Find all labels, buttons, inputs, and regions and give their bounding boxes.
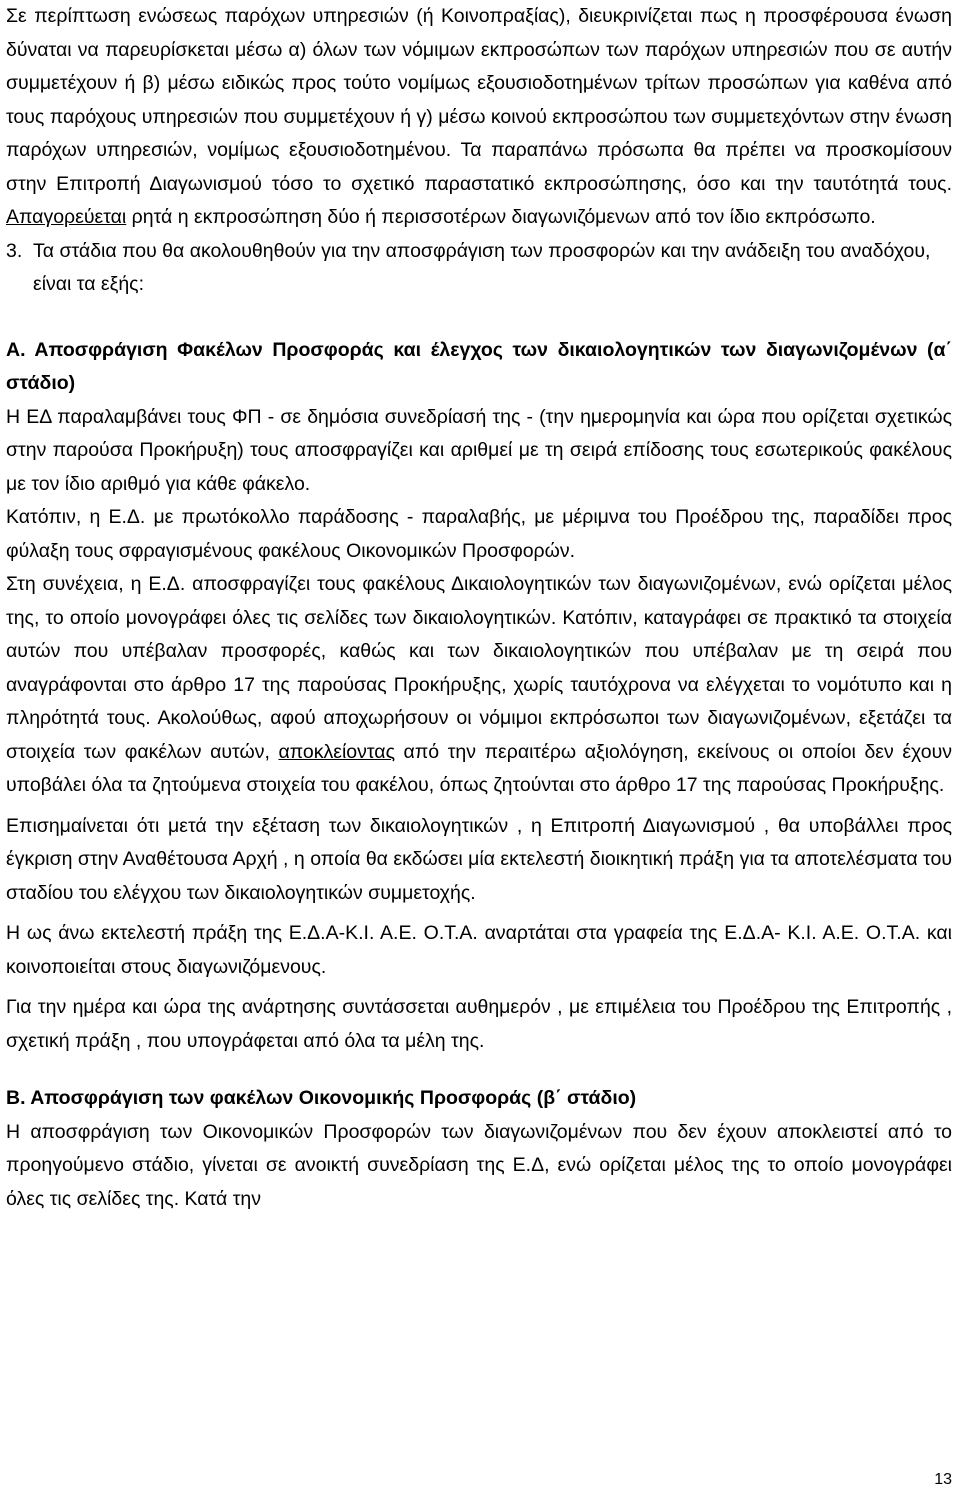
section-a-paragraph-3 (6, 568, 952, 803)
section-a-paragraph-6: Για την ημέρα και ώρα της ανάρτησης συντάσσεται αυθημερόν , με επιμέλεια του Προέδρου της Επιτροπής , σχετική πράξη , που υπογράφεται από όλα τα μέλη της. (6, 996, 952, 1052)
page-number: 13 (934, 1471, 952, 1488)
section-a-paragraph-5: Η ως άνω εκτελεστή πράξη της Ε.Δ.Α-Κ.Ι. Α.Ε. Ο.Τ.Α. αναρτάται στα γραφεία της Ε.Δ.Α- Κ.Ι. Α.Ε. Ο.Τ.Α. και κοινοποιείται στους διαγωνιζόμενους. (6, 922, 952, 978)
section-a-paragraph-4: Επισημαίνεται ότι μετά την εξέταση των δικαιολογητικών , η Επιτροπή Διαγωνισμού , θα υποβάλλει προς έγκριση στην Αναθέτουσα Αρχή , η οποία θα εκδώσει μία εκτελεστή διοικητική πράξη για τα αποτελέσματα του σταδίου του ελέγχου των δικαιολογητικών συμμετοχής. (6, 814, 952, 904)
continuation-text-end: ρητά η εκπροσώπηση δύο ή περισσοτέρων διαγωνιζόμενων από τον ίδιο εκπρόσωπο. (126, 206, 876, 228)
section-a-heading: Α. Αποσφράγιση Φακέλων Προσφοράς και έλεγχος των δικαιολογητικών των διαγωνιζομένων (α΄ στάδιο) (6, 338, 952, 394)
underlined-excluding: αποκλείοντας (278, 740, 395, 763)
section-b-paragraph-1: Η αποσφράγιση των Οικονομικών Προσφορών των διαγωνιζομένων που δεν έχουν αποκλειστεί από το προηγούμενο στάδιο, γίνεται σε ανοικτή συνεδρίαση της Ε.Δ, ενώ ορίζεται μέλος της το οποίο μονογράφει όλες τις σελίδες της. Κατά την (6, 1120, 952, 1210)
section-a-paragraph-1: Η ΕΔ παραλαμβάνει τους ΦΠ - σε δημόσια συνεδρίασή της - (την ημερομηνία και ώρα που ορίζεται σχετικώς στην παρούσα Προκήρυξη) τους αποσφραγίζει και αριθμεί με τη σειρά επίδοσης τους εσωτερικούς φακέλους με τον ίδιο αριθμό για κάθε φάκελο. (6, 405, 952, 495)
list-item-3 (6, 235, 952, 302)
paragraph-3-text-end: από την περαιτέρω αξιολόγηση, εκείνους οι οποίοι δεν έχουν υποβάλει όλα τα ζητούμενα στοιχεία του φακέλου, όπως ζητούνται στο άρθρο 17 της παρούσας Προκήρυξης. (6, 740, 952, 796)
underlined-prohibited: Απαγορεύεται (6, 206, 127, 228)
document-page (6, 0, 952, 1216)
continuation-paragraph (6, 0, 952, 235)
section-a-paragraph-2: Κατόπιν, η Ε.Δ. με πρωτόκολλο παράδοσης - παραλαβής, με μέριμνα του Προέδρου της, παραδίδει προς φύλαξη τους σφραγισμένους φακέλους Οικονομικών Προσφορών. (6, 506, 952, 562)
continuation-text: Σε περίπτωση ενώσεως παρόχων υπηρεσιών (ή Κοινοπραξίας), διευκρινίζεται πως η προσφέρουσα ένωση δύναται να παρευρίσκεται μέσω α) όλων των νόμιμων εκπροσώπων των παρόχων υπηρεσιών που σε αυτήν συμμετέχουν ή β) μέσω ειδικώς προς τούτο νομίμως εξουσιοδοτημένων τρίτων προσώπων για καθένα από τους παρόχους υπηρεσιών που συμμετέχουν ή γ) μέσω κοινού εκπροσώπου των συμμετεχόντων στην ένωση παρόχων υπηρεσιών, νομίμως εξουσιοδοτημένου. Τα παραπάνω πρόσωπα θα πρέπει να προσκομίσουν στην Επιτροπή Διαγωνισμού τόσο το σχετικό παραστατικό εκπροσώπησης, όσο και την ταυτότητά τους. (6, 5, 952, 195)
section-b-heading: Β. Αποσφράγιση των φακέλων Οικονομικής Προσφοράς (β΄ στάδιο) (6, 1087, 637, 1109)
paragraph-3-text: Στη συνέχεια, η Ε.Δ. αποσφραγίζει τους φακέλους Δικαιολογητικών των διαγωνιζομένων, ενώ ορίζεται μέλος της, το οποίο μονογράφει όλες τις σελίδες των δικαιολογητικών. Κατόπιν, καταγράφει σε πρακτικό τα στοιχεία αυτών που υπέβαλαν προσφορές, καθώς και των δικαιολογητικών που υπέβαλαν με τη σειρά που αναγράφονται στο άρθρο 17 της παρούσας Προκήρυξης, χωρίς ταυτόχρονα να ελέγχεται το νομότυπο και η πληρότητά τους. Ακολούθως, αφού αποχωρήσουν οι νόμιμοι εκπρόσωποι των διαγωνιζομένων, εξετάζει τα στοιχεία των φακέλων αυτών, (6, 573, 952, 763)
list-number: 3. (6, 239, 23, 262)
list-item-text: Τα στάδια που θα ακολουθηθούν για την αποσφράγιση των προσφορών και την ανάδειξη του αναδόχου, είναι τα εξής: (33, 239, 931, 295)
